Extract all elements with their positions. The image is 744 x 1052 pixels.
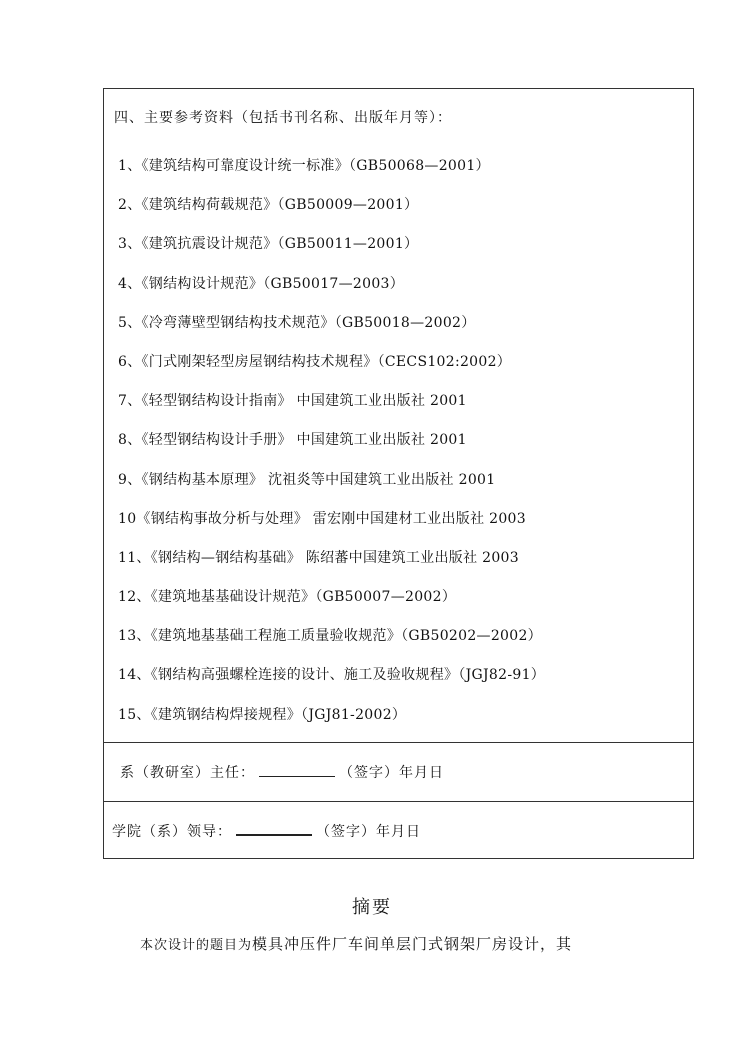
department-signature-row [104,762,709,782]
reference-item: 2、《建筑结构荷载规范》（GB50009—2001） [118,197,419,214]
reference-item: 6、《门式刚架轻型房屋钢结构技术规程》（CECS102:2002） [118,353,512,370]
reference-item: 13、《建筑地基基础工程施工质量验收规范》（GB50202—2002） [118,628,542,645]
abstract-text-large: 模具冲压件厂车间单层门式钢架厂房设计，其 [252,935,573,953]
row-divider [104,742,693,743]
abstract-text-small: 本次设计的题目为 [140,938,253,953]
college-signature-row [104,820,701,841]
reference-item: 12、《建筑地基基础设计规范》（GB50007—2002） [118,589,457,606]
reference-item: 15、《建筑钢结构焊接规程》（JGJ81-2002） [118,706,407,723]
reference-item: 8、《轻型钢结构设计手册》 中国建筑工业出版社 2001 [118,432,467,449]
reference-list [118,155,545,743]
reference-item: 1、《建筑结构可靠度设计统一标准》（GB50068—2001） [118,158,490,174]
department-head-label: 系（教研室）主任： [120,765,255,781]
college-signature-field[interactable] [236,820,312,836]
reference-item: 14、《钢结构高强螺栓连接的设计、施工及验收规程》（JGJ82-91） [118,667,546,684]
reference-item: 5、《冷弯薄壁型钢结构技术规范》（GB50018—2002） [118,314,476,331]
reference-item: 4、《钢结构设计规范》（GB50017—2003） [118,275,405,292]
reference-item: 7、《轻型钢结构设计指南》 中国建筑工业出版社 2001 [118,393,467,410]
abstract-title: 摘要 [352,897,392,918]
reference-item: 9、《钢结构基本原理》 沈祖炎等中国建筑工业出版社 2001 [118,471,496,488]
department-signature-field[interactable] [259,762,335,777]
row-divider [104,801,693,802]
college-leader-label: 学院（系）领导： [112,824,232,840]
department-signature-suffix: （签字）年月日 [339,765,444,781]
reference-item: 11、《钢结构—钢结构基础》 陈绍蕃中国建筑工业出版社 2003 [118,549,519,566]
reference-item: 3、《建筑抗震设计规范》（GB50011—2001） [118,236,419,253]
references-heading: 四、主要参考资料（包括书刊名称、出版年月等）： [114,110,452,126]
abstract-first-line [140,933,572,954]
college-signature-suffix: （签字）年月日 [316,824,421,840]
form-table [103,88,694,859]
reference-item: 10《钢结构事故分析与处理》 雷宏刚中国建材工业出版社 2003 [118,510,526,527]
